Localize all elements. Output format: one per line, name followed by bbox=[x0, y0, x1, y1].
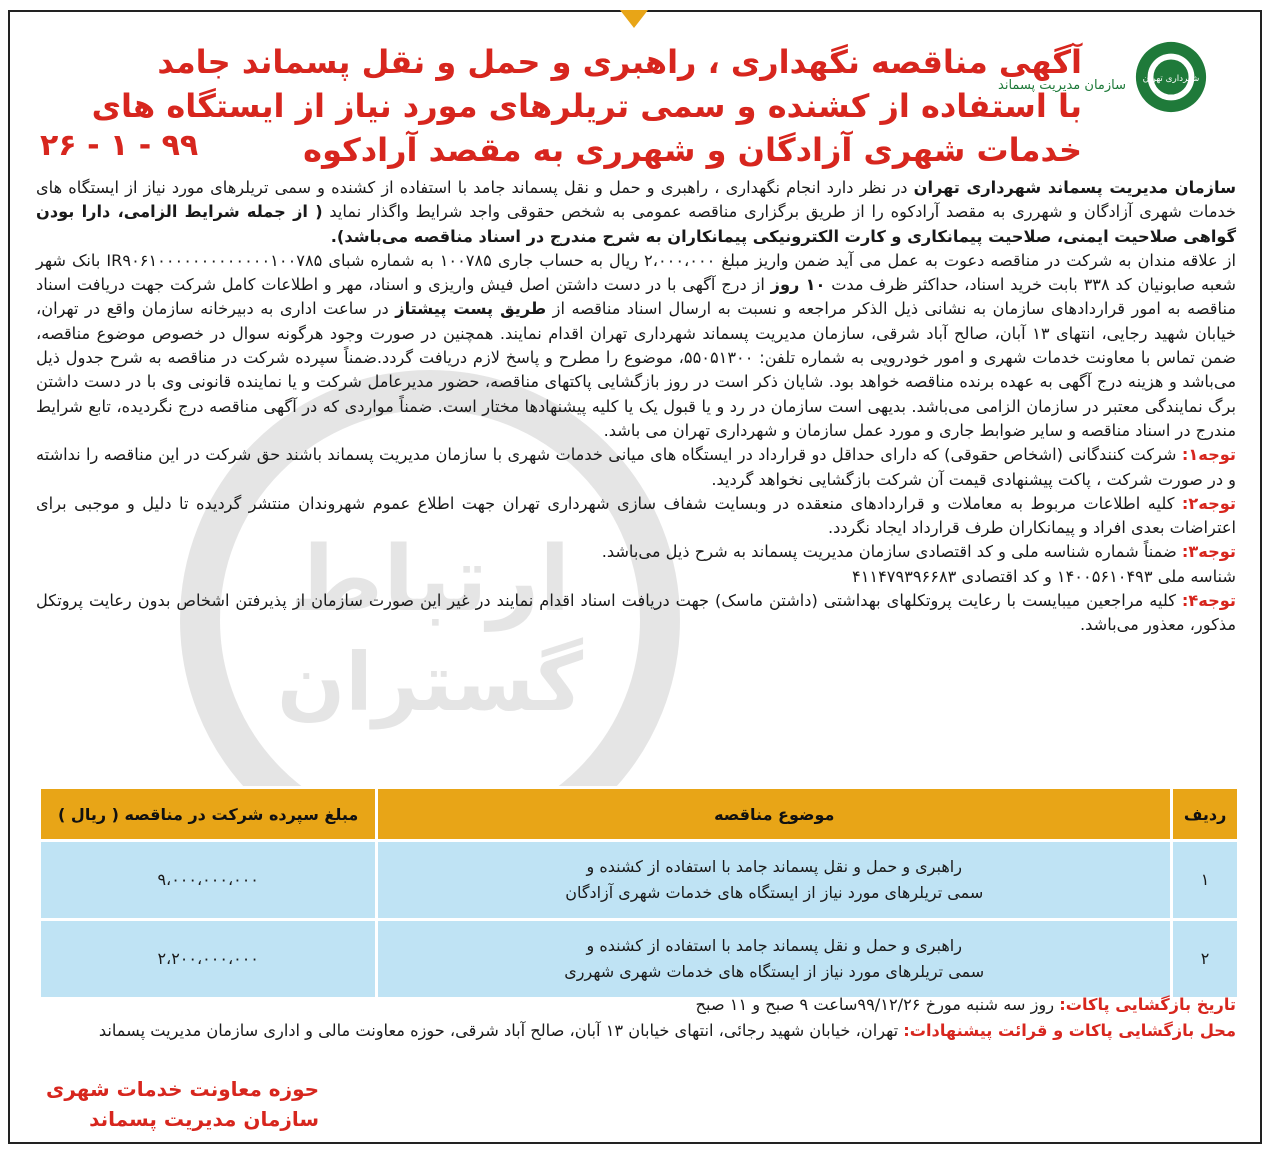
note-3-label: توجه۳: bbox=[1181, 542, 1236, 562]
row-amount: ۲،۲۰۰،۰۰۰،۰۰۰ bbox=[40, 920, 377, 999]
subject-line-2: سمی تریلرهای مورد نیاز از ایستگاه های خدمات شهری شهرری bbox=[564, 962, 985, 981]
intro-org: سازمان مدیریت پسماند شهرداری تهران bbox=[913, 178, 1236, 197]
conditions-text: ( از جمله شرایط الزامی، دارا بودن گواهی صلاحیت ایمنی، صلاحیت پیمانکاری و کارت الکترونیکی پیمانکاران به شرح مندرج در اسناد مناقصه می‌باشد). bbox=[36, 202, 1236, 246]
title-line-2: با استفاده از کشنده و سمی تریلرهای مورد نیاز از ایستگاه های bbox=[91, 87, 1082, 125]
opening-date bbox=[36, 992, 1236, 1018]
row-subject bbox=[377, 920, 1172, 999]
note-4 bbox=[36, 589, 1236, 638]
watermark-text-2: گستران bbox=[276, 636, 584, 729]
logo-text: شهرداری تهران bbox=[1142, 73, 1200, 84]
note-1-label: توجه۱: bbox=[1181, 445, 1236, 465]
signoff bbox=[46, 1074, 319, 1134]
row-subject bbox=[377, 841, 1172, 920]
signoff-line-2: سازمان مدیریت پسماند bbox=[89, 1107, 320, 1131]
header-amount: مبلغ سپرده شرکت در مناقصه ( ریال ) bbox=[40, 788, 377, 841]
invite-part-1: از علاقه مندان به شرکت در مناقصه دعوت به عمل می آید ضمن واریز مبلغ ۲،۰۰۰،۰۰۰ ریال به حساب جاری ۱۰۰۷۸۵ به شماره شبای IR۹۰۶۱۰۰۰۰۰۰۰۰۰۰۰۰۰۱۰۰۷۸۵ بانک شهر شعبه صابونیان کد ۳۳۸ بابت خرید اسناد، حداکثر ظرف مدت bbox=[36, 250, 1236, 295]
tehran-municipality-logo bbox=[1132, 38, 1210, 116]
ten-days: ۱۰ روز bbox=[770, 275, 826, 295]
signoff-line-1: حوزه معاونت خدمات شهری bbox=[46, 1077, 320, 1101]
announcement-body bbox=[36, 176, 1236, 638]
note-2 bbox=[36, 492, 1236, 541]
note-2-text: کلیه اطلاعات مربوط به معاملات و قراردادهای منعقده در وبسایت شفاف سازی شهرداری تهران جهت اطلاع عموم شهروندان منتشر گردیده تا دلیل و موجبی برای اعتراضات بعدی افراد و پیمانکاران طرف قرارداد ایجاد نگردد. bbox=[36, 493, 1236, 538]
invitation-paragraph bbox=[36, 249, 1236, 443]
table-row bbox=[40, 841, 1239, 920]
table-row bbox=[40, 920, 1239, 999]
note-3-text: ضمناً شماره شناسه ملی و کد اقتصادی سازمان مدیریت پسماند به شرح ذیل می‌باشد. شناسه ملی ۱۴۰۰۵۶۱۰۴۹۳ و کد اقتصادی ۴۱۱۴۷۹۳۹۶۶۸۳ bbox=[601, 542, 1236, 586]
invite-part-3: در ساعت اداری به دبیرخانه سازمان واقع در تهران، خیابان شهید رجایی، انتهای ۱۳ آبان، صالح آباد شرقی، سازمان مدیریت پسماند شهرداری تهران اقدام نمایند. همچنین در صورت وجود هرگونه سوال در خصوص موضوع مناقصه، ضمن تماس با معاونت خدمات شهری و امور خودرویی به شماره تلفن: ۵۵۰۵۱۳۰۰، موضوع را مطرح و پاسخ لازم دریافت گردد.ضمناً سپرده شرکت در مناقصه به شرح جدول ذیل می‌باشد و هزینه درج آگهی به عهده برنده مناقصه خواهد بود. شایان ذکر است در روز بازگشایی پاکتهای مناقصه، حضور مدیرعامل شرکت و یا نماینده قانونی وی با در دست داشتن برگ نمایندگی معتبر در سازمان الزامی می‌باشد. بدیهی است سازمان در رد و یا قبول یک یا کلیه پیشنهادها مختار است. ضمناً مواردی که در آگهی مناقصه درج نگردیده، تابع شرایط مندرج در اسناد مناقصه و سایر ضوابط جاری و مورد عمل سازمان و شهرداری تهران می باشد. bbox=[36, 299, 1236, 440]
note-2-label: توجه۲: bbox=[1181, 493, 1236, 513]
opening-date-label: تاریخ بازگشایی پاکات: bbox=[1059, 995, 1236, 1014]
table-header-row bbox=[40, 788, 1239, 841]
subject-line-2: سمی تریلرهای مورد نیاز از ایستگاه های خدمات شهری آزادگان bbox=[565, 883, 984, 902]
intro-paragraph bbox=[36, 176, 1236, 249]
opening-place-text: تهران، خیابان شهید رجائی، انتهای خیابان ۱۳ آبان، صالح آباد شرقی، حوزه معاونت مالی و اداری سازمان مدیریت پسماند bbox=[98, 1021, 904, 1040]
title-line-1: آگهی مناقصه نگهداری ، راهبری و حمل و نقل پسماند جامد bbox=[157, 43, 1082, 81]
tender-table bbox=[38, 786, 1240, 1000]
date-code: ۲۶ - ۱ - ۹۹ bbox=[40, 128, 199, 163]
top-marker bbox=[620, 10, 648, 28]
header-row-number: ردیف bbox=[1172, 788, 1239, 841]
note-3 bbox=[36, 540, 1236, 589]
invite-part-2: از درج آگهی با در دست داشتن اصل فیش واریزی و اسناد، مهر و اطلاعات کامل شرکت جهت دریافت اسناد مناقصه به امور قراردادهای سازمان به نشانی ذیل الذکر مراجعه و نسبت به ارسال اسناد مناقصه از bbox=[36, 275, 1237, 319]
post-method: طریق پست پیشتاز bbox=[395, 299, 547, 319]
row-number: ۱ bbox=[1172, 841, 1239, 920]
header-subject: موضوع مناقصه bbox=[377, 788, 1172, 841]
note-1 bbox=[36, 443, 1236, 492]
note-4-label: توجه۴: bbox=[1181, 591, 1236, 611]
row-amount: ۹،۰۰۰،۰۰۰،۰۰۰ bbox=[40, 841, 377, 920]
row-number: ۲ bbox=[1172, 920, 1239, 999]
opening-date-text: روز سه شنبه مورخ ۹۹/۱۲/۲۶ساعت ۹ صبح و ۱۱ صبح bbox=[695, 995, 1060, 1014]
org-name-label: سازمان مدیریت پسماند bbox=[998, 78, 1126, 93]
note-4-text: کلیه مراجعین میبایست با رعایت پروتکلهای بهداشتی (داشتن ماسک) جهت دریافت اسناد اقدام نمایند در غیر این صورت سازمان از پذیرفتن اشخاص بدون رعایت پروتکل مذکور، معذور می‌باشد. bbox=[36, 591, 1236, 635]
opening-place bbox=[36, 1018, 1236, 1044]
watermark-text-1: ارتباط bbox=[289, 527, 571, 632]
subject-line-1: راهبری و حمل و نقل پسماند جامد با استفاده از کشنده و bbox=[586, 857, 962, 876]
note-1-text: شرکت کنندگانی (اشخاص حقوقی) که دارای حداقل دو قرارداد در ایستگاه های میانی خدمات شهری با سازمان مدیریت پسماند باشند حق شرکت در این مناقصه را نداشته و در صورت شرکت ، پاکت پیشنهادی قیمت آن شرکت بازگشایی نخواهد گردید. bbox=[36, 445, 1236, 489]
title-line-3: خدمات شهری آزادگان و شهرری به مقصد آرادکوه bbox=[303, 131, 1082, 169]
subject-line-1: راهبری و حمل و نقل پسماند جامد با استفاده از کشنده و bbox=[586, 936, 962, 955]
opening-info bbox=[36, 992, 1236, 1044]
opening-place-label: محل بازگشایی پاکات و قرائت پیشنهادات: bbox=[903, 1021, 1236, 1040]
intro-text: در نظر دارد انجام نگهداری ، راهبری و حمل و نقل پسماند جامد با استفاده از کشنده و سمی تریلرهای مورد نیاز از ایستگاه های خدمات شهری آزادگان و شهرری به مقصد آرادکوه را از طریق برگزاری مناقصه عمومی به شخص حقوقی واجد شرایط واگذار نماید bbox=[36, 178, 1237, 222]
